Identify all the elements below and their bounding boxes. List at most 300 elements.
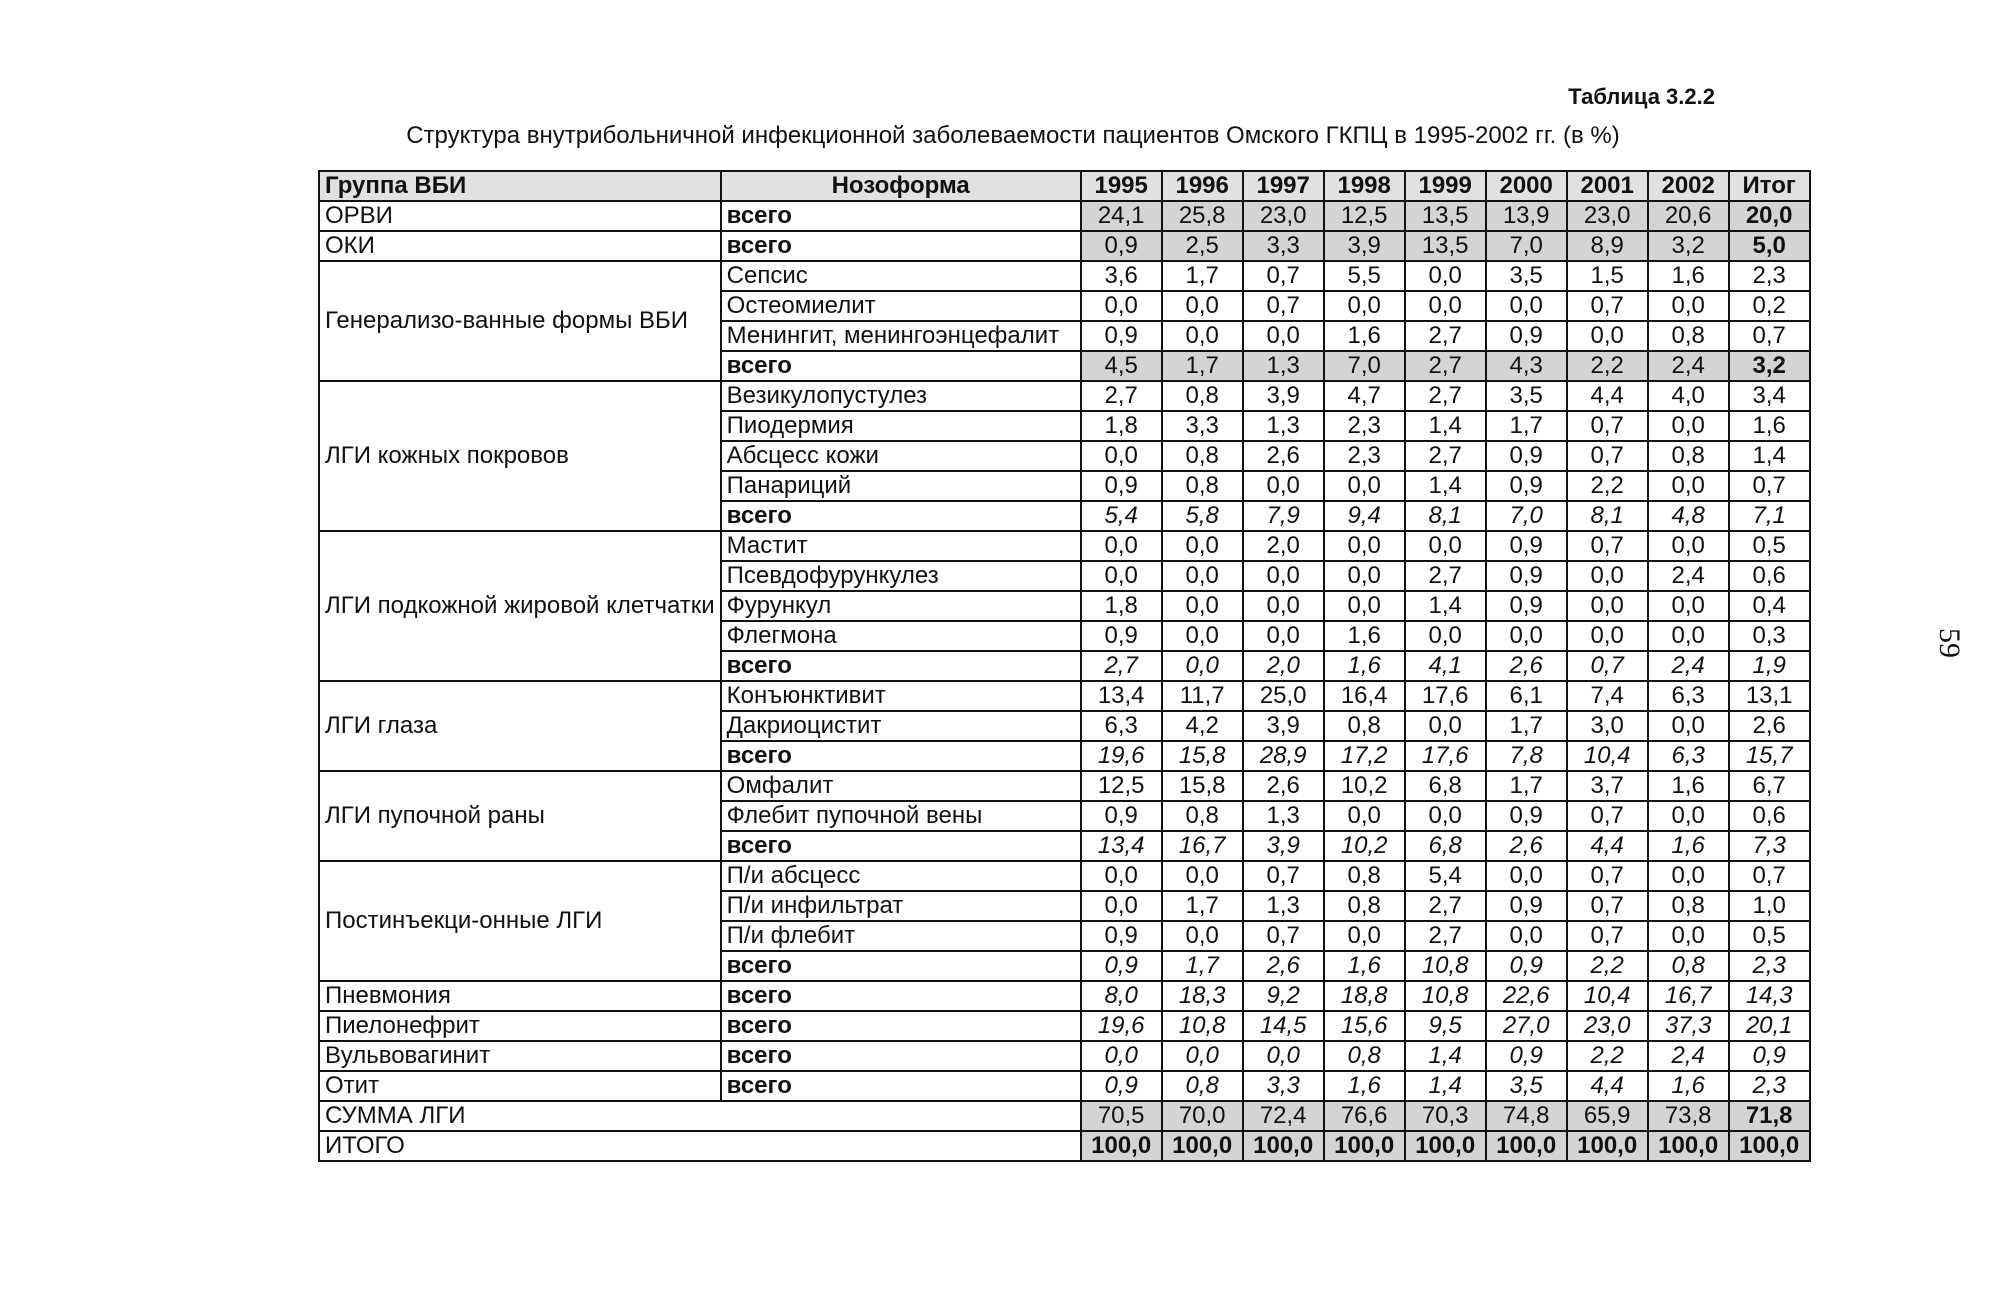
value-cell: 3,4 xyxy=(1729,381,1810,411)
value-cell: 4,8 xyxy=(1648,501,1729,531)
value-cell: 0,9 xyxy=(1486,561,1567,591)
table-row xyxy=(319,201,1810,231)
nosoform-cell: всего xyxy=(721,1011,1081,1041)
value-cell: 0,0 xyxy=(1081,291,1162,321)
value-cell: 0,9 xyxy=(1081,921,1162,951)
value-cell: 16,4 xyxy=(1324,681,1405,711)
value-cell: 73,8 xyxy=(1648,1101,1729,1131)
value-cell: 1,6 xyxy=(1648,771,1729,801)
value-cell: 2,2 xyxy=(1567,951,1648,981)
value-cell: 2,3 xyxy=(1324,441,1405,471)
value-cell: 0,0 xyxy=(1648,291,1729,321)
value-cell: 10,8 xyxy=(1162,1011,1243,1041)
value-cell: 4,3 xyxy=(1486,351,1567,381)
value-cell: 0,8 xyxy=(1648,321,1729,351)
nosoform-cell: Менингит, менингоэнцефалит xyxy=(721,321,1081,351)
value-cell: 0,0 xyxy=(1324,561,1405,591)
table-row xyxy=(319,261,1810,291)
value-cell: 65,9 xyxy=(1567,1101,1648,1131)
value-cell: 0,7 xyxy=(1567,891,1648,921)
nosoform-cell: всего xyxy=(721,231,1081,261)
value-cell: 0,9 xyxy=(1486,441,1567,471)
value-cell: 2,4 xyxy=(1648,651,1729,681)
value-cell: 9,4 xyxy=(1324,501,1405,531)
value-cell: 1,4 xyxy=(1405,1041,1486,1071)
value-cell: 74,8 xyxy=(1486,1101,1567,1131)
value-cell: 0,9 xyxy=(1081,471,1162,501)
value-cell: 1,4 xyxy=(1729,441,1810,471)
value-cell: 3,9 xyxy=(1243,381,1324,411)
value-cell: 2,2 xyxy=(1567,351,1648,381)
value-cell: 1,6 xyxy=(1648,1071,1729,1101)
value-cell: 1,6 xyxy=(1648,261,1729,291)
nosoform-cell: всего xyxy=(721,651,1081,681)
value-cell: 0,0 xyxy=(1648,411,1729,441)
value-cell: 0,0 xyxy=(1324,801,1405,831)
value-cell: 0,7 xyxy=(1243,861,1324,891)
value-cell: 0,0 xyxy=(1081,1041,1162,1071)
value-cell: 16,7 xyxy=(1648,981,1729,1011)
value-cell: 2,2 xyxy=(1567,1041,1648,1071)
value-cell: 4,7 xyxy=(1324,381,1405,411)
value-cell: 70,0 xyxy=(1162,1101,1243,1131)
table-row xyxy=(319,771,1810,801)
header-cell: 1996 xyxy=(1162,171,1243,201)
nosoform-cell: всего xyxy=(721,1071,1081,1101)
value-cell: 1,7 xyxy=(1162,951,1243,981)
value-cell: 15,6 xyxy=(1324,1011,1405,1041)
nosoform-cell: Абсцесс кожи xyxy=(721,441,1081,471)
value-cell: 0,0 xyxy=(1162,861,1243,891)
value-cell: 5,4 xyxy=(1405,861,1486,891)
value-cell: 0,8 xyxy=(1648,951,1729,981)
value-cell: 0,9 xyxy=(1486,591,1567,621)
value-cell: 13,4 xyxy=(1081,831,1162,861)
header-row xyxy=(319,171,1810,201)
value-cell: 1,3 xyxy=(1243,891,1324,921)
value-cell: 0,0 xyxy=(1567,321,1648,351)
table-row xyxy=(319,381,1810,411)
value-cell: 100,0 xyxy=(1081,1131,1162,1161)
value-cell: 2,7 xyxy=(1405,351,1486,381)
value-cell: 2,6 xyxy=(1486,651,1567,681)
value-cell: 2,6 xyxy=(1486,831,1567,861)
value-cell: 3,2 xyxy=(1729,351,1810,381)
header-cell: Нозоформа xyxy=(721,171,1081,201)
value-cell: 3,9 xyxy=(1243,711,1324,741)
nosoform-cell: Дакриоцистит xyxy=(721,711,1081,741)
value-cell: 0,8 xyxy=(1162,381,1243,411)
value-cell: 17,6 xyxy=(1405,681,1486,711)
value-cell: 3,5 xyxy=(1486,261,1567,291)
morbidity-table xyxy=(318,170,1811,1162)
value-cell: 2,4 xyxy=(1648,1041,1729,1071)
value-cell: 6,8 xyxy=(1405,831,1486,861)
value-cell: 4,0 xyxy=(1648,381,1729,411)
value-cell: 3,5 xyxy=(1486,1071,1567,1101)
value-cell: 1,3 xyxy=(1243,411,1324,441)
value-cell: 2,0 xyxy=(1243,531,1324,561)
nosoform-cell: всего xyxy=(721,831,1081,861)
value-cell: 0,7 xyxy=(1243,261,1324,291)
value-cell: 2,7 xyxy=(1405,321,1486,351)
value-cell: 70,3 xyxy=(1405,1101,1486,1131)
value-cell: 0,9 xyxy=(1081,621,1162,651)
group-cell: ОКИ xyxy=(319,231,721,261)
value-cell: 10,4 xyxy=(1567,741,1648,771)
value-cell: 6,3 xyxy=(1648,741,1729,771)
value-cell: 11,7 xyxy=(1162,681,1243,711)
value-cell: 8,9 xyxy=(1567,231,1648,261)
value-cell: 100,0 xyxy=(1405,1131,1486,1161)
value-cell: 0,4 xyxy=(1729,591,1810,621)
value-cell: 0,0 xyxy=(1243,471,1324,501)
value-cell: 25,0 xyxy=(1243,681,1324,711)
value-cell: 19,6 xyxy=(1081,1011,1162,1041)
header-cell: 1995 xyxy=(1081,171,1162,201)
value-cell: 100,0 xyxy=(1486,1131,1567,1161)
value-cell: 1,6 xyxy=(1648,831,1729,861)
value-cell: 3,9 xyxy=(1243,831,1324,861)
value-cell: 7,4 xyxy=(1567,681,1648,711)
value-cell: 10,8 xyxy=(1405,951,1486,981)
value-cell: 0,0 xyxy=(1162,291,1243,321)
value-cell: 0,7 xyxy=(1243,291,1324,321)
nosoform-cell: всего xyxy=(721,501,1081,531)
value-cell: 1,7 xyxy=(1486,711,1567,741)
value-cell: 0,7 xyxy=(1567,291,1648,321)
value-cell: 0,7 xyxy=(1729,471,1810,501)
value-cell: 1,6 xyxy=(1324,621,1405,651)
value-cell: 27,0 xyxy=(1486,1011,1567,1041)
value-cell: 0,0 xyxy=(1567,561,1648,591)
value-cell: 2,7 xyxy=(1405,921,1486,951)
value-cell: 70,5 xyxy=(1081,1101,1162,1131)
value-cell: 1,4 xyxy=(1405,591,1486,621)
value-cell: 0,0 xyxy=(1486,621,1567,651)
value-cell: 0,0 xyxy=(1405,801,1486,831)
header-cell: 2001 xyxy=(1567,171,1648,201)
value-cell: 1,7 xyxy=(1162,351,1243,381)
value-cell: 0,7 xyxy=(1567,801,1648,831)
value-cell: 0,9 xyxy=(1486,951,1567,981)
group-cell: Вульвовагинит xyxy=(319,1041,721,1071)
value-cell: 1,6 xyxy=(1324,321,1405,351)
value-cell: 3,9 xyxy=(1324,231,1405,261)
value-cell: 23,0 xyxy=(1567,201,1648,231)
value-cell: 3,3 xyxy=(1162,411,1243,441)
value-cell: 0,8 xyxy=(1324,861,1405,891)
value-cell: 12,5 xyxy=(1324,201,1405,231)
value-cell: 2,0 xyxy=(1243,651,1324,681)
value-cell: 0,7 xyxy=(1567,531,1648,561)
value-cell: 1,6 xyxy=(1324,651,1405,681)
value-cell: 2,3 xyxy=(1729,951,1810,981)
table-row xyxy=(319,1041,1810,1071)
nosoform-cell: всего xyxy=(721,741,1081,771)
nosoform-cell: П/и абсцесс xyxy=(721,861,1081,891)
value-cell: 0,0 xyxy=(1324,591,1405,621)
value-cell: 0,0 xyxy=(1243,561,1324,591)
value-cell: 7,0 xyxy=(1486,231,1567,261)
table-row xyxy=(319,1011,1810,1041)
value-cell: 2,6 xyxy=(1243,771,1324,801)
value-cell: 1,4 xyxy=(1405,1071,1486,1101)
value-cell: 76,6 xyxy=(1324,1101,1405,1131)
value-cell: 0,0 xyxy=(1648,471,1729,501)
value-cell: 13,5 xyxy=(1405,201,1486,231)
value-cell: 0,7 xyxy=(1567,651,1648,681)
value-cell: 7,0 xyxy=(1486,501,1567,531)
value-cell: 7,9 xyxy=(1243,501,1324,531)
value-cell: 10,2 xyxy=(1324,771,1405,801)
group-cell: ЛГИ пупочной раны xyxy=(319,771,721,861)
value-cell: 0,9 xyxy=(1081,321,1162,351)
header-cell: Итог xyxy=(1729,171,1810,201)
summary-label: ИТОГО xyxy=(319,1131,1081,1161)
value-cell: 2,6 xyxy=(1243,441,1324,471)
nosoform-cell: Фурункул xyxy=(721,591,1081,621)
value-cell: 5,0 xyxy=(1729,231,1810,261)
group-cell: ЛГИ глаза xyxy=(319,681,721,771)
nosoform-cell: Псевдофурункулез xyxy=(721,561,1081,591)
value-cell: 1,4 xyxy=(1405,471,1486,501)
value-cell: 0,6 xyxy=(1729,801,1810,831)
nosoform-cell: Флегмона xyxy=(721,621,1081,651)
value-cell: 1,7 xyxy=(1486,411,1567,441)
group-cell: Отит xyxy=(319,1071,721,1101)
nosoform-cell: Пиодермия xyxy=(721,411,1081,441)
value-cell: 20,0 xyxy=(1729,201,1810,231)
group-cell: ОРВИ xyxy=(319,201,721,231)
header-cell: Группа ВБИ xyxy=(319,171,721,201)
value-cell: 100,0 xyxy=(1162,1131,1243,1161)
value-cell: 0,0 xyxy=(1405,621,1486,651)
value-cell: 0,0 xyxy=(1162,531,1243,561)
value-cell: 0,0 xyxy=(1486,291,1567,321)
value-cell: 0,7 xyxy=(1567,861,1648,891)
value-cell: 0,8 xyxy=(1162,1071,1243,1101)
nosoform-cell: всего xyxy=(721,981,1081,1011)
value-cell: 0,7 xyxy=(1243,921,1324,951)
value-cell: 0,8 xyxy=(1324,711,1405,741)
value-cell: 2,6 xyxy=(1729,711,1810,741)
value-cell: 28,9 xyxy=(1243,741,1324,771)
value-cell: 2,3 xyxy=(1324,411,1405,441)
value-cell: 3,7 xyxy=(1567,771,1648,801)
value-cell: 0,0 xyxy=(1243,621,1324,651)
value-cell: 24,1 xyxy=(1081,201,1162,231)
value-cell: 0,0 xyxy=(1324,531,1405,561)
value-cell: 0,9 xyxy=(1486,1041,1567,1071)
value-cell: 0,0 xyxy=(1081,861,1162,891)
header-cell: 1997 xyxy=(1243,171,1324,201)
value-cell: 0,8 xyxy=(1324,1041,1405,1071)
value-cell: 5,4 xyxy=(1081,501,1162,531)
value-cell: 2,4 xyxy=(1648,351,1729,381)
value-cell: 0,5 xyxy=(1729,921,1810,951)
value-cell: 0,0 xyxy=(1567,591,1648,621)
table-row xyxy=(319,231,1810,261)
value-cell: 15,8 xyxy=(1162,771,1243,801)
value-cell: 3,2 xyxy=(1648,231,1729,261)
value-cell: 37,3 xyxy=(1648,1011,1729,1041)
value-cell: 2,4 xyxy=(1648,561,1729,591)
value-cell: 0,0 xyxy=(1324,471,1405,501)
value-cell: 4,2 xyxy=(1162,711,1243,741)
value-cell: 19,6 xyxy=(1081,741,1162,771)
group-cell: Пневмония xyxy=(319,981,721,1011)
value-cell: 22,6 xyxy=(1486,981,1567,1011)
summary-label: СУММА ЛГИ xyxy=(319,1101,1081,1131)
value-cell: 8,1 xyxy=(1567,501,1648,531)
value-cell: 0,7 xyxy=(1729,861,1810,891)
value-cell: 0,0 xyxy=(1162,651,1243,681)
nosoform-cell: Везикулопустулез xyxy=(721,381,1081,411)
value-cell: 3,6 xyxy=(1081,261,1162,291)
value-cell: 3,3 xyxy=(1243,1071,1324,1101)
table-row xyxy=(319,681,1810,711)
value-cell: 100,0 xyxy=(1567,1131,1648,1161)
value-cell: 1,5 xyxy=(1567,261,1648,291)
value-cell: 0,0 xyxy=(1162,321,1243,351)
value-cell: 7,1 xyxy=(1729,501,1810,531)
value-cell: 0,9 xyxy=(1486,321,1567,351)
value-cell: 15,7 xyxy=(1729,741,1810,771)
value-cell: 2,2 xyxy=(1567,471,1648,501)
value-cell: 0,0 xyxy=(1162,1041,1243,1071)
value-cell: 1,0 xyxy=(1729,891,1810,921)
nosoform-cell: Остеомиелит xyxy=(721,291,1081,321)
group-cell: ЛГИ кожных покровов xyxy=(319,381,721,531)
nosoform-cell: Панариций xyxy=(721,471,1081,501)
value-cell: 1,9 xyxy=(1729,651,1810,681)
value-cell: 6,3 xyxy=(1648,681,1729,711)
value-cell: 0,0 xyxy=(1648,531,1729,561)
value-cell: 13,9 xyxy=(1486,201,1567,231)
value-cell: 0,9 xyxy=(1081,801,1162,831)
value-cell: 1,4 xyxy=(1405,411,1486,441)
value-cell: 1,8 xyxy=(1081,591,1162,621)
value-cell: 17,2 xyxy=(1324,741,1405,771)
nosoform-cell: П/и флебит xyxy=(721,921,1081,951)
value-cell: 0,8 xyxy=(1324,891,1405,921)
value-cell: 0,0 xyxy=(1648,921,1729,951)
summary-row xyxy=(319,1131,1810,1161)
value-cell: 4,4 xyxy=(1567,381,1648,411)
value-cell: 0,7 xyxy=(1567,411,1648,441)
value-cell: 2,3 xyxy=(1729,1071,1810,1101)
value-cell: 0,9 xyxy=(1081,951,1162,981)
value-cell: 0,0 xyxy=(1081,561,1162,591)
value-cell: 1,6 xyxy=(1324,951,1405,981)
value-cell: 2,7 xyxy=(1405,441,1486,471)
value-cell: 0,9 xyxy=(1081,231,1162,261)
table-body xyxy=(319,201,1810,1161)
table-row xyxy=(319,1071,1810,1101)
value-cell: 2,7 xyxy=(1081,651,1162,681)
value-cell: 0,7 xyxy=(1567,921,1648,951)
nosoform-cell: Мастит xyxy=(721,531,1081,561)
value-cell: 0,0 xyxy=(1648,591,1729,621)
value-cell: 7,8 xyxy=(1486,741,1567,771)
value-cell: 0,0 xyxy=(1243,1041,1324,1071)
value-cell: 0,7 xyxy=(1729,321,1810,351)
value-cell: 0,9 xyxy=(1486,801,1567,831)
value-cell: 0,0 xyxy=(1162,561,1243,591)
value-cell: 0,0 xyxy=(1405,291,1486,321)
value-cell: 100,0 xyxy=(1324,1131,1405,1161)
nosoform-cell: всего xyxy=(721,201,1081,231)
nosoform-cell: всего xyxy=(721,951,1081,981)
nosoform-cell: всего xyxy=(721,351,1081,381)
value-cell: 0,2 xyxy=(1729,291,1810,321)
value-cell: 0,6 xyxy=(1729,561,1810,591)
value-cell: 14,3 xyxy=(1729,981,1810,1011)
value-cell: 0,0 xyxy=(1081,891,1162,921)
value-cell: 0,0 xyxy=(1648,801,1729,831)
value-cell: 1,7 xyxy=(1486,771,1567,801)
value-cell: 20,1 xyxy=(1729,1011,1810,1041)
value-cell: 2,3 xyxy=(1729,261,1810,291)
value-cell: 6,8 xyxy=(1405,771,1486,801)
value-cell: 0,0 xyxy=(1648,861,1729,891)
value-cell: 13,1 xyxy=(1729,681,1810,711)
value-cell: 1,3 xyxy=(1243,351,1324,381)
value-cell: 10,2 xyxy=(1324,831,1405,861)
group-cell: ЛГИ подкожной жировой клетчатки xyxy=(319,531,721,681)
value-cell: 4,4 xyxy=(1567,831,1648,861)
value-cell: 8,0 xyxy=(1081,981,1162,1011)
header-cell: 1998 xyxy=(1324,171,1405,201)
value-cell: 0,0 xyxy=(1324,291,1405,321)
nosoform-cell: Флебит пупочной вены xyxy=(721,801,1081,831)
header-cell: 2002 xyxy=(1648,171,1729,201)
value-cell: 18,8 xyxy=(1324,981,1405,1011)
value-cell: 2,7 xyxy=(1081,381,1162,411)
value-cell: 25,8 xyxy=(1162,201,1243,231)
value-cell: 0,0 xyxy=(1162,921,1243,951)
value-cell: 2,7 xyxy=(1405,381,1486,411)
value-cell: 4,1 xyxy=(1405,651,1486,681)
value-cell: 7,3 xyxy=(1729,831,1810,861)
nosoform-cell: П/и инфильтрат xyxy=(721,891,1081,921)
page-number: 59 xyxy=(1933,628,1966,658)
value-cell: 16,7 xyxy=(1162,831,1243,861)
value-cell: 4,5 xyxy=(1081,351,1162,381)
value-cell: 18,3 xyxy=(1162,981,1243,1011)
header-cell: 2000 xyxy=(1486,171,1567,201)
value-cell: 71,8 xyxy=(1729,1101,1810,1131)
value-cell: 0,8 xyxy=(1648,891,1729,921)
group-cell: Пиелонефрит xyxy=(319,1011,721,1041)
value-cell: 17,6 xyxy=(1405,741,1486,771)
value-cell: 0,9 xyxy=(1486,471,1567,501)
value-cell: 0,0 xyxy=(1162,591,1243,621)
value-cell: 0,0 xyxy=(1162,621,1243,651)
nosoform-cell: Сепсис xyxy=(721,261,1081,291)
value-cell: 23,0 xyxy=(1567,1011,1648,1041)
value-cell: 100,0 xyxy=(1243,1131,1324,1161)
nosoform-cell: Конъюнктивит xyxy=(721,681,1081,711)
header-cell: 1999 xyxy=(1405,171,1486,201)
value-cell: 100,0 xyxy=(1648,1131,1729,1161)
summary-row xyxy=(319,1101,1810,1131)
value-cell: 3,0 xyxy=(1567,711,1648,741)
value-cell: 0,0 xyxy=(1405,261,1486,291)
value-cell: 0,9 xyxy=(1729,1041,1810,1071)
value-cell: 4,4 xyxy=(1567,1071,1648,1101)
